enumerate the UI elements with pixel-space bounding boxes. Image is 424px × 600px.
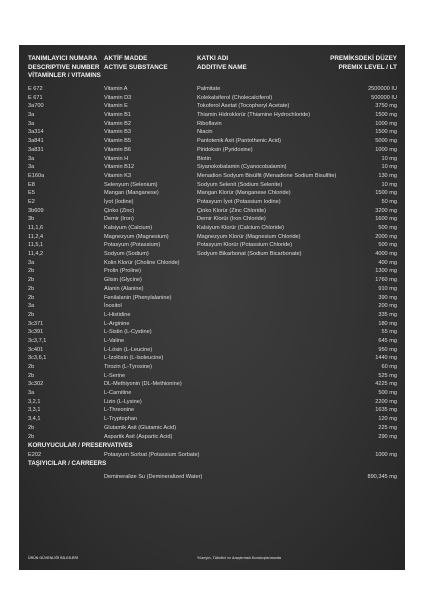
cell-code: 3c302 [28,381,44,388]
cell-code: E160a [28,172,45,179]
cell-code: 3a831 [28,146,44,153]
table-row [28,346,397,355]
cell-active-substance: L-İzolösin (L-Isoleucine) [104,355,164,362]
table-row [28,94,397,103]
table-row [28,433,397,442]
cell-code: 11,2,4 [28,233,44,240]
cell-active-substance: Vitamin A [104,86,128,92]
cell-premix-level: 130 mg [378,172,397,179]
cell-premix-level: 500 mg [378,390,397,397]
table-row [28,424,397,433]
cell-active-substance: L-Lösin (L-Leucine) [104,346,153,353]
cell-premix-level: 290 mg [378,433,397,440]
cell-premix-level: 5000 mg [375,138,397,145]
table-row [28,380,397,389]
table-row [28,389,397,398]
table-row [28,320,397,329]
table-row [28,111,397,120]
cell-code: 3a [28,112,35,119]
cell-active-substance: Demineralize Su (Demineralized Water) [104,473,203,480]
table-row [28,285,397,294]
cell-additive-name: Mangan Klorür (Manganese Chloride) [197,190,291,197]
table-row [28,207,397,216]
cell-premix-level: 500 mg [378,225,397,231]
header-label: TANIMLAYICI NUMARA [28,55,98,62]
cell-active-substance: L-Valine [104,337,125,344]
cell-additive-name: Kolekalsiferol (Cholecalciferol) [197,94,273,101]
table-row [28,311,397,320]
header-additive-name [197,55,247,72]
cell-active-substance: Potasyum Sorbat (Potassium Sorbate) [104,451,200,458]
cell-code: 3a314 [28,129,44,136]
cell-code: E202 [28,451,42,458]
cell-code: E5 [28,190,35,197]
cell-active-substance: DL-Methiyonin (DL-Methionine) [104,381,182,388]
cell-code: E8 [28,181,35,188]
cell-premix-level: 2000 mg [375,233,397,240]
cell-active-substance: L-Carnitine [104,390,132,397]
cell-premix-level: 10 mg [381,155,397,162]
cell-additive-name: Riboflavin [197,120,222,127]
cell-active-substance: Vitamin B12 [104,164,135,171]
header-active-substance [104,55,168,72]
section-title-preservatives: KORUYUCULAR / PRESERVATIVES [28,442,133,450]
cell-active-substance: Vitamin B1 [104,112,131,119]
cell-code: 2b [28,364,35,370]
cell-code: 3c391 [28,329,44,336]
header-premix-level [330,55,397,72]
cell-premix-level: 120 mg [378,416,397,423]
cell-code: 2b [28,285,35,292]
footer [28,556,397,564]
cell-code: 3a [28,120,35,127]
table-row [28,250,397,259]
cell-code: 3a [28,303,35,310]
cell-active-substance: L-Histidine [104,311,131,318]
cell-active-substance: Selenyum (Selenium) [104,181,158,188]
cell-active-substance: Vitamin B2 [104,120,131,127]
cell-active-substance: Potasyum (Potassium) [104,242,161,249]
cell-active-substance: Glisin (Glycine) [104,277,142,284]
cell-code: 3c371 [28,320,44,327]
cell-premix-level: 225 mg [378,424,397,431]
cell-active-substance: Tirozin (L-Tyrosine) [104,364,152,370]
cell-active-substance: Vitamin K3 [104,172,131,179]
cell-code: E2 [28,198,35,205]
cell-additive-name: Potasyum İyot (Potassium Iodine) [197,198,281,205]
cell-premix-level: 2200 mg [375,398,397,405]
cell-premix-level: 500 mg [378,242,397,249]
table-row [28,163,397,172]
footer-right-text: Yüzeyin, Tüketici ve Araştırmalı Kuruluşlarımızda [197,556,281,560]
cell-code: 3c3,6,1 [28,355,47,362]
cell-code: 3,3,1 [28,407,41,414]
cell-additive-name: Niacin [197,129,213,136]
table-row [28,146,397,155]
cell-code: 11,4,2 [28,251,44,258]
table-row [28,294,397,303]
table-row [28,137,397,146]
cell-premix-level: 890,345 mg [367,473,397,480]
cell-additive-name: Thiamin Hidroklorür (Thiamine Hydrochloride) [197,112,311,119]
table-row [28,155,397,164]
table-row [28,120,397,129]
cell-active-substance: İyot (Iodine) [104,198,134,205]
table-row [28,215,397,224]
table-row [28,328,397,337]
table-row [28,451,397,460]
cell-code: 3a700 [28,103,44,110]
table-row [28,85,397,94]
cell-premix-level: 3750 mg [375,103,397,110]
table-row [28,363,397,372]
cell-code: 3,2,1 [28,398,41,405]
table-row [28,372,397,381]
cell-additive-name: Magnezyum Klorür (Magnesium Chloride) [197,233,301,240]
cell-premix-level: 180 mg [378,320,397,327]
cell-code: E 671 [28,94,43,101]
table-row [28,406,397,415]
cell-active-substance: Demir (Iron) [104,216,134,223]
table-row [28,337,397,346]
cell-active-substance: Çinko (Zinc) [104,207,135,214]
cell-premix-level: 4000 mg [375,251,397,258]
cell-premix-level: 1440 mg [375,355,397,362]
table-row [28,398,397,407]
cell-additive-name: Çinko Klorür (Zinc Chloride) [197,207,267,214]
cell-active-substance: Alanin (Alanine) [104,285,144,292]
cell-active-substance: Vitamin B5 [104,138,131,145]
cell-code: 3a [28,259,35,266]
cell-premix-level: 525 mg [378,372,397,379]
cell-premix-level: 1635 mg [375,407,397,414]
cell-additive-name: Demir Klorür (Iron Chloride) [197,216,266,223]
header-label: ADDITIVE NAME [197,63,247,71]
cell-code: 3,4,1 [28,416,41,423]
cell-active-substance: L-Serine [104,372,126,379]
table-row [28,302,397,311]
cell-premix-level: 1500 mg [375,112,397,119]
cell-additive-name: Potasyum Klorür (Potassium Chloride) [197,242,293,249]
cell-additive-name: Palmitate [197,86,221,92]
cell-active-substance: L-Sistin (L-Cystine) [104,329,152,336]
header-label: AKTİF MADDE [104,55,148,62]
table-row [28,233,397,242]
cell-code: 11,5,1 [28,242,44,249]
cell-active-substance: L-Arginine [104,320,130,327]
table-row [28,276,397,285]
cell-premix-level: 1760 mg [375,277,397,284]
cell-code: 3a [28,164,35,171]
header-label: ACTIVE SUBSTANCE [104,63,168,71]
cell-active-substance: Glutamik Asit (Glutamic Acid) [104,424,177,431]
cell-additive-name: Piridoksin (Pyridoxine) [197,146,253,153]
cell-premix-level: 950 mg [378,346,397,353]
table-row [28,128,397,137]
cell-premix-level: 1000 mg [375,120,397,127]
cell-active-substance: Mangan (Manganese) [104,190,159,197]
cell-active-substance: L-Tryptophan [104,416,138,423]
cell-additive-name: Kalsiyum Klorür (Calcium Chloride) [197,225,285,231]
cell-premix-level: 4225 mg [375,381,397,388]
cell-premix-level: 1000 mg [375,146,397,153]
table-row [28,241,397,250]
cell-active-substance: Vitamin B3 [104,129,131,136]
header-descriptive-number [28,55,101,81]
cell-code: 3b [28,216,35,223]
cell-premix-level: 10 mg [381,164,397,171]
cell-premix-level: 1000 mg [375,451,397,458]
cell-code: 3a [28,390,35,397]
cell-premix-level: 2500000 IU [368,86,397,92]
cell-additive-name: Siyanokobalamin (Cyanocobalamin) [197,164,287,171]
cell-additive-name: Menadion Sodyum Bisülfit (Menadione Sodium Bisulfite) [197,172,337,179]
cell-active-substance: Aspartik Asit (Aspartic Acid) [104,433,173,440]
cell-premix-level: 200 mg [378,303,397,310]
cell-code: 2b [28,268,35,275]
cell-premix-level: 1300 mg [375,268,397,275]
table-row [28,102,397,111]
cell-active-substance: Vitamin D3 [104,94,132,101]
cell-premix-level: 500000 IU [371,94,397,101]
cell-active-substance: Sodyum (Sodium) [104,251,149,258]
cell-premix-level: 910 mg [378,285,397,292]
cell-premix-level: 1500 mg [375,190,397,197]
cell-active-substance: L-Threonine [104,407,135,414]
ingredient-table-board [19,45,405,570]
header-label: PREMİKSDEKİ DÜZEY [330,55,397,62]
cell-premix-level: 50 mg [381,198,397,205]
cell-code: 2b [28,372,35,379]
table-row [28,181,397,190]
cell-active-substance: Fenilalanin (Phenylalanine) [104,294,172,301]
cell-premix-level: 60 mg [381,364,397,370]
cell-active-substance: İnositol [104,303,122,310]
cell-code: 11,1,6 [28,225,44,231]
cell-code: 3c401 [28,346,44,353]
cell-active-substance: Vitamin H [104,155,129,162]
cell-premix-level: 55 mg [381,329,397,336]
table-row [28,224,397,233]
cell-additive-name: Sodyum Selenit (Sodium Selenite) [197,181,283,188]
table-row [28,198,397,207]
cell-premix-level: 1600 mg [375,216,397,223]
table-row [28,259,397,268]
table-body [28,85,397,482]
cell-active-substance: Magnezyum (Magnesium) [104,233,169,240]
cell-premix-level: 10 mg [381,181,397,188]
cell-additive-name: Pantotenik Asit (Pantothenic Acid) [197,138,281,145]
header-label: PREMIX LEVEL / LT [338,63,397,71]
cell-premix-level: 3200 mg [375,207,397,214]
cell-premix-level: 645 mg [378,337,397,344]
cell-premix-level: 390 mg [378,294,397,301]
cell-premix-level: 335 mg [378,311,397,318]
section-title-vitamins: VİTAMİNLER / VITAMINS [28,72,101,80]
footer-left-text: ÜRÜN GÜVENLİĞİ BİLGİLERİ [28,556,78,560]
cell-code: 2b [28,294,35,301]
table-row [28,189,397,198]
cell-code: 2b [28,311,35,318]
header-label: KATKI ADI [197,55,229,62]
cell-active-substance: Kalsiyum (Calcium) [104,225,153,231]
cell-code: 3a841 [28,138,44,145]
cell-active-substance: Vitamin B6 [104,146,131,153]
table-row [28,473,397,482]
cell-code: 3b609 [28,207,44,214]
cell-premix-level: 400 mg [378,259,397,266]
cell-premix-level: 1500 mg [375,129,397,136]
cell-active-substance: Lizin (L-Lysine) [104,398,142,405]
cell-active-substance: Prolin (Proline) [104,268,141,275]
table-row [28,415,397,424]
cell-code: 2b [28,433,35,440]
cell-code: 3a [28,155,35,162]
table-row [28,267,397,276]
cell-active-substance: Kolin Klorür (Choline Chloride) [104,259,180,266]
cell-active-substance: Vitamin E [104,103,128,110]
cell-code: E 672 [28,86,43,92]
cell-code: 2b [28,277,35,284]
cell-additive-name: Tokoferol Asetat (Tocopheryl Acetate) [197,103,290,110]
section-title-carriers: TAŞIYICILAR / CARREERS [28,460,107,468]
cell-additive-name: Sodyum Bikarbonat (Sodium Bicarbonate) [197,251,302,258]
table-row [28,172,397,181]
cell-additive-name: Biotin [197,155,211,162]
table-row [28,354,397,363]
header-label: DESCRIPTIVE NUMBER [28,63,100,71]
cell-code: 3c3,7,1 [28,337,47,344]
cell-code: 2b [28,424,35,431]
